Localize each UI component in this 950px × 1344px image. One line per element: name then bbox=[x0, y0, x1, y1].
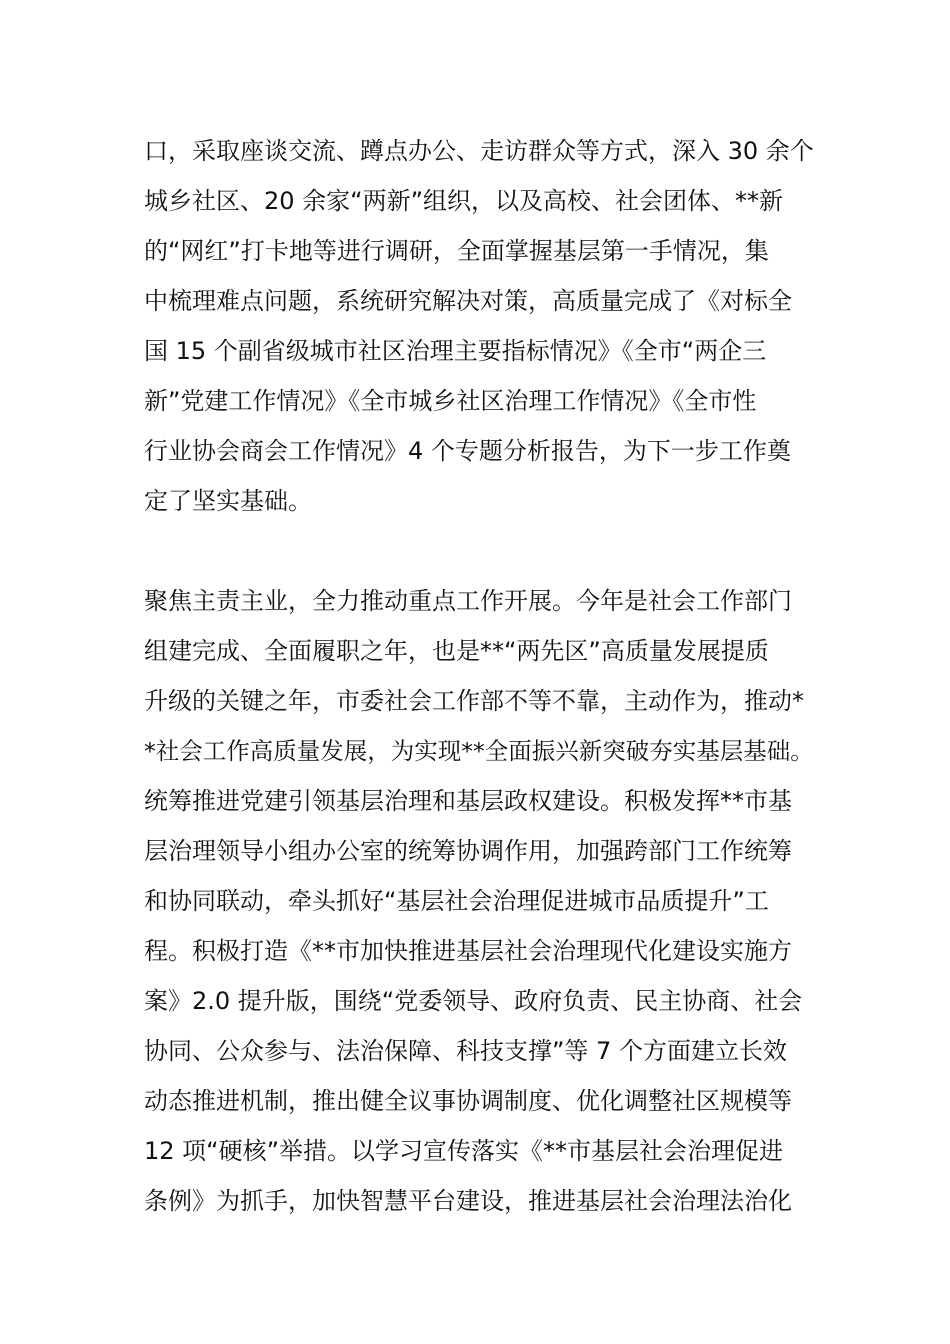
paragraph-1-line-7: 行业协会商会工作情况》4 个专题分析报告，为下一步工作奠 bbox=[144, 437, 791, 465]
paragraph-1-line-1: 口，采取座谈交流、蹲点办公、走访群众等方式，深入 30 余个 bbox=[144, 137, 814, 165]
paragraph-2-line-4: *社会工作高质量发展，为实现**全面振兴新突破夯实基层基础。 bbox=[144, 737, 814, 765]
paragraph-1-line-5: 国 15 个副省级城市社区治理主要指标情况》《全市“两企三 bbox=[144, 337, 767, 365]
paragraph-1-line-6: 新”党建工作情况》《全市城乡社区治理工作情况》《全市性 bbox=[144, 387, 757, 415]
paragraph-1-line-2: 城乡社区、20 余家“两新”组织，以及高校、社会团体、**新 bbox=[144, 187, 784, 215]
paragraph-2-line-1: 聚焦主责主业，全力推动重点工作开展。今年是社会工作部门 bbox=[144, 587, 792, 615]
paragraph-2-line-9: 案》2.0 提升版，围绕“党委领导、政府负责、民主协商、社会 bbox=[144, 987, 803, 1015]
paragraph-1-line-8: 定了坚实基础。 bbox=[144, 487, 312, 515]
paragraph-2-line-7: 和协同联动，牵头抓好“基层社会治理促进城市品质提升”工 bbox=[144, 887, 769, 915]
paragraph-2-line-10: 协同、公众参与、法治保障、科技支撑”等 7 个方面建立长效 bbox=[144, 1037, 787, 1065]
paragraph-2-line-13: 条例》为抓手，加快智慧平台建设，推进基层社会治理法治化 bbox=[144, 1187, 792, 1215]
paragraph-2-line-5: 统筹推进党建引领基层治理和基层政权建设。积极发挥**市基 bbox=[144, 787, 792, 815]
paragraph-2-line-6: 层治理领导小组办公室的统筹协调作用，加强跨部门工作统筹 bbox=[144, 837, 792, 865]
paragraph-2-line-8: 程。积极打造《**市加快推进基层社会治理现代化建设实施方 bbox=[144, 937, 792, 965]
paragraph-2-line-11: 动态推进机制，推出健全议事协调制度、优化调整社区规模等 bbox=[144, 1087, 792, 1115]
paragraph-2-line-3: 升级的关键之年，市委社会工作部不等不靠，主动作为，推动* bbox=[144, 687, 804, 715]
paragraph-1-line-3: 的“网红”打卡地等进行调研，全面掌握基层第一手情况，集 bbox=[144, 237, 769, 265]
paragraph-2-line-2: 组建完成、全面履职之年，也是**“两先区”高质量发展提质 bbox=[144, 637, 769, 665]
paragraph-2-line-12: 12 项“硬核”举措。以学习宣传落实《**市基层社会治理促进 bbox=[144, 1137, 784, 1165]
paragraph-1-line-4: 中梳理难点问题，系统研究解决对策，高质量完成了《对标全 bbox=[144, 287, 792, 315]
